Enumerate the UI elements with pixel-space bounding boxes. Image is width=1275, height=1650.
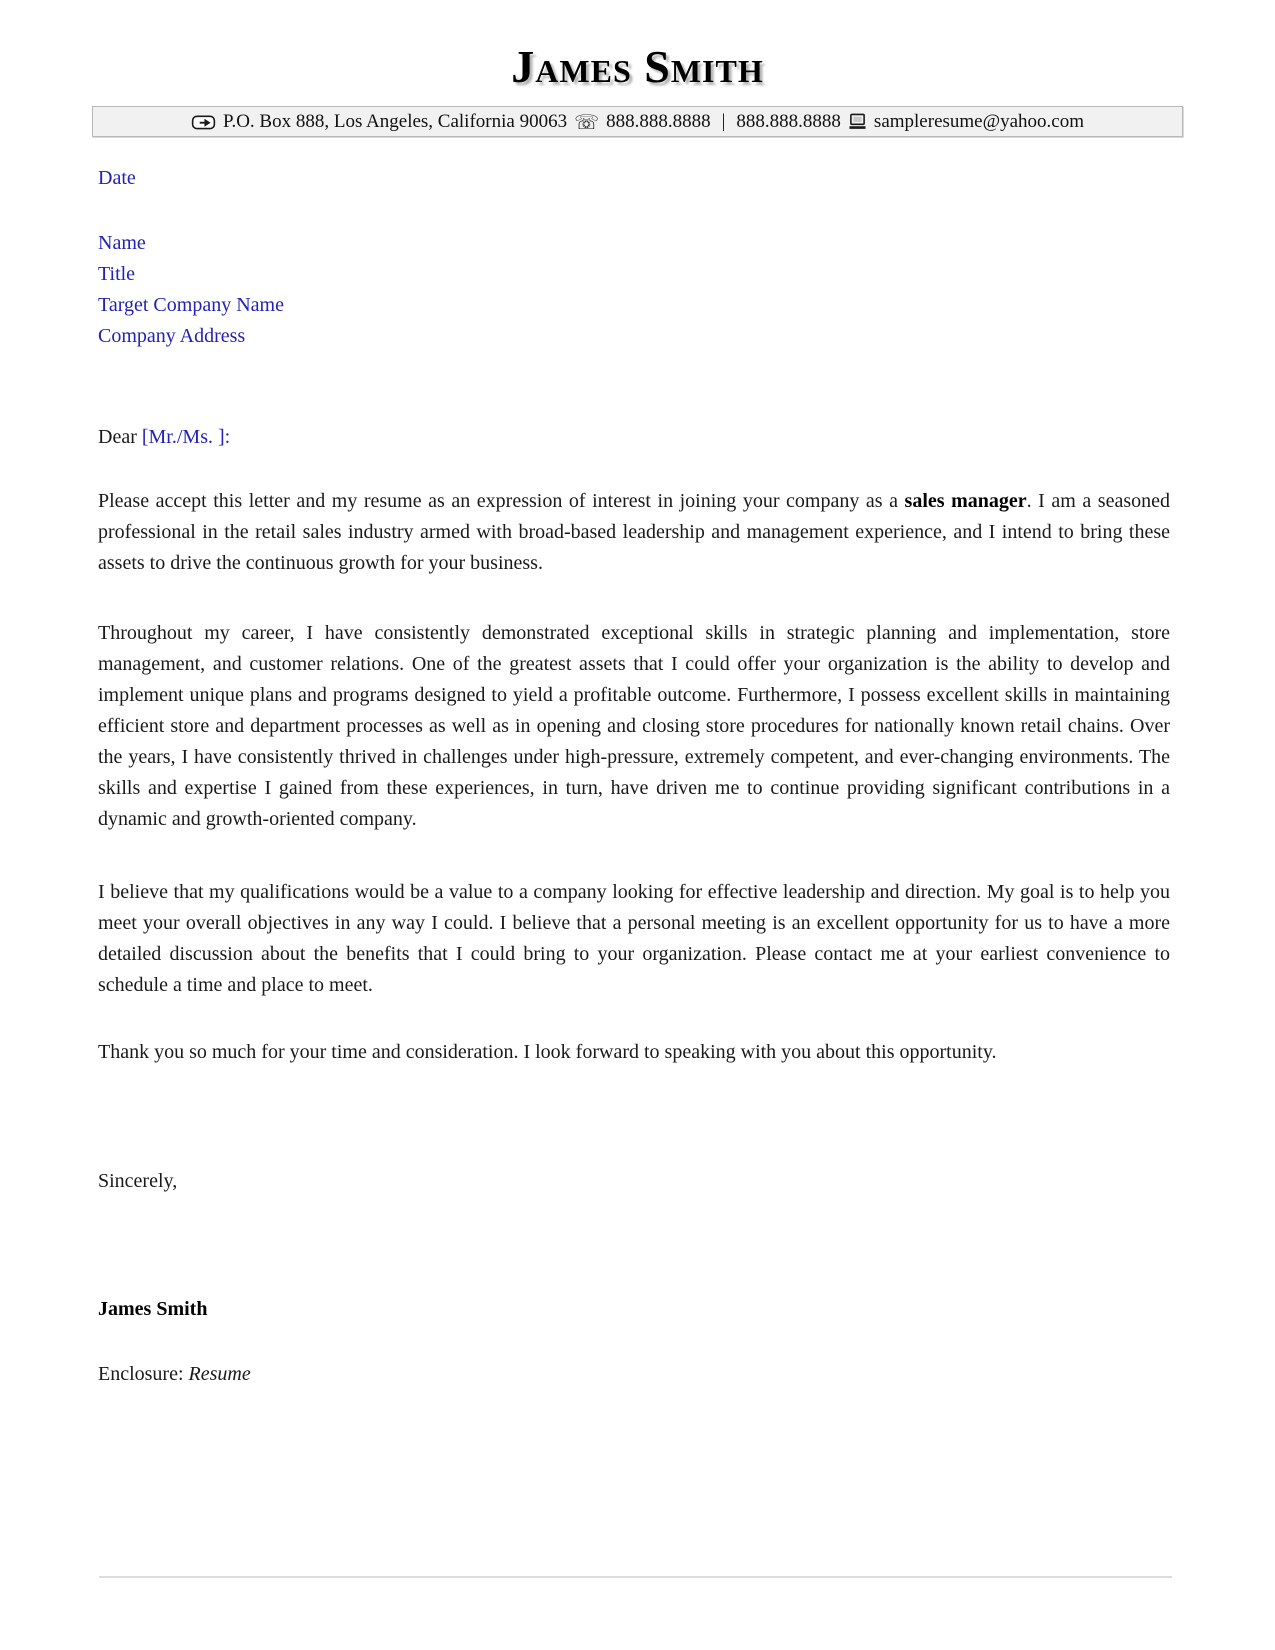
enclosure-line (98, 1359, 1170, 1390)
recipient-company: Target Company Name (98, 294, 284, 316)
paragraph-qualifications: I believe that my qualifications would be a value to a company looking for effective leadership and direction. My goal is to help you meet your overall objectives in any way I could. I believe that a personal meeting is an excellent opportunity for us to have a more detailed discussion about the benefits that I could bring to your organization. Please contact me at your earliest convenience to schedule a time and place to meet. (98, 881, 1170, 996)
paragraph-thanks: Thank you so much for your time and consideration. I look forward to speaking with you about this opportunity. (98, 1041, 997, 1063)
paragraph-intro-bold: sales manager (904, 490, 1027, 512)
page-title: James Smith (511, 41, 764, 92)
salutation-line (98, 422, 1170, 453)
contact-phone-2: 888.888.8888 (736, 110, 841, 132)
recipient-address: Company Address (98, 325, 246, 347)
paragraph-intro-text-after: . I am a seasoned professional in the retail sales industry armed with broad-based leadership and management experience, and I intend to bring these assets to drive the continuous growth for your business. (98, 490, 1170, 574)
contact-bar (92, 106, 1183, 137)
paragraph-intro (98, 486, 1170, 579)
computer-icon (848, 113, 867, 130)
contact-address: P.O. Box 888, Los Angeles, California 90063 (222, 110, 568, 132)
recipient-block (98, 228, 1170, 352)
recipient-name: Name (98, 232, 146, 254)
contact-email: sampleresume@yahoo.com (873, 110, 1084, 132)
salutation-prefix: Dear (98, 426, 142, 448)
contact-phone-1: 888.888.8888 (606, 110, 711, 132)
footer-divider (99, 1576, 1172, 1578)
enclosure-value: Resume (188, 1363, 251, 1385)
mailbox-icon (191, 113, 216, 130)
recipient-title: Title (98, 263, 136, 285)
date-placeholder: Date (98, 167, 136, 189)
closing-line: Sincerely, (98, 1170, 178, 1192)
signature-name: James Smith (98, 1298, 208, 1320)
paragraph-intro-text: Please accept this letter and my resume as an expression of interest in joining your company as a (98, 490, 905, 512)
salutation-placeholder: [Mr./Ms. ]: (141, 426, 231, 448)
paragraph-skills: Throughout my career, I have consistently demonstrated exceptional skills in strategic planning and implementation, store management, and customer relations. One of the greatest assets that I could offer your organization is the ability to develop and implement unique plans and programs designed to yield a profitable outcome. Furthermore, I possess excellent skills in maintaining efficient store and department processes as well as in opening and closing store procedures for nationally known retail chains. Over the years, I have consistently thrived in challenges under high-pressure, extremely competent, and ever-changing environments. The skills and expertise I gained from these experiences, in turn, have driven me to continue providing significant contributions in a dynamic and growth-oriented company. (98, 622, 1170, 830)
letter-body (98, 136, 1170, 1390)
enclosure-label: Enclosure: (98, 1363, 189, 1385)
telephone-icon: ☏ (574, 109, 600, 134)
contact-separator: | (721, 110, 726, 132)
